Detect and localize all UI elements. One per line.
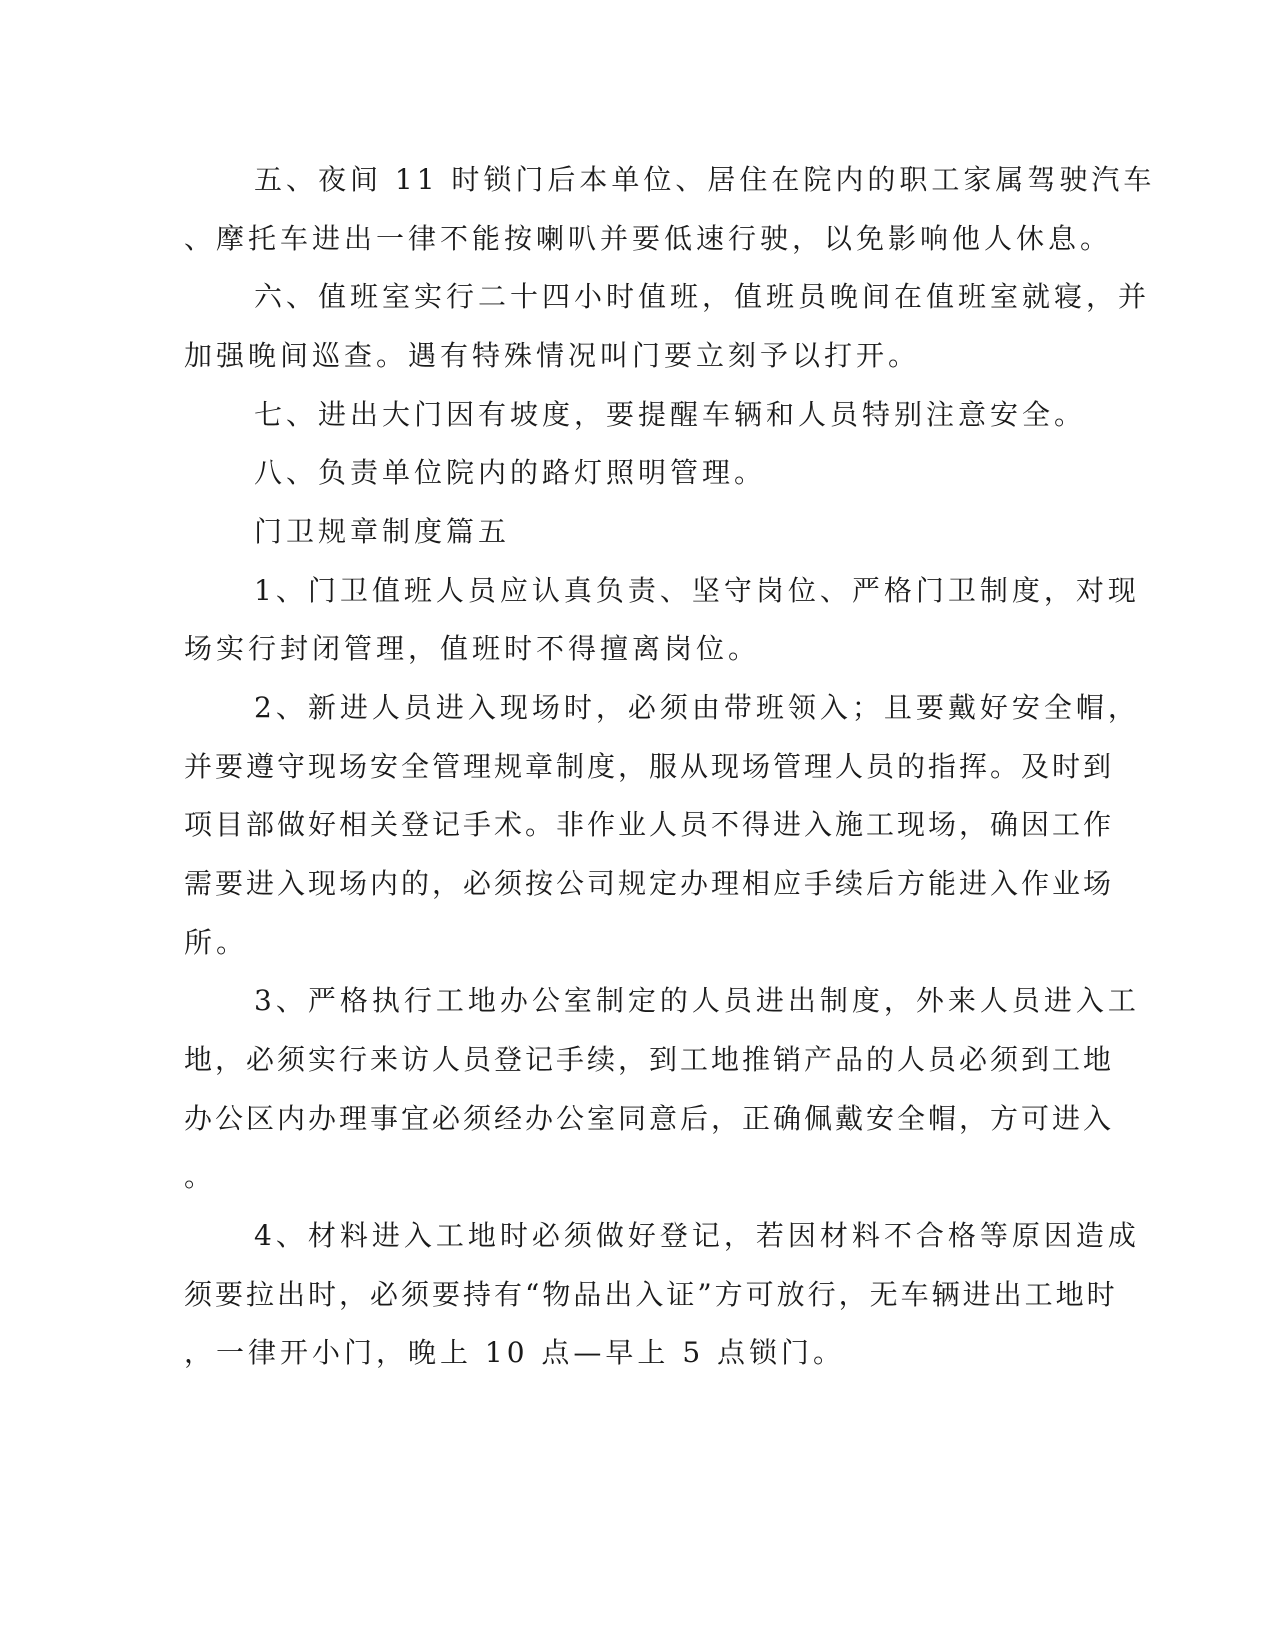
- text-line: 2、新进人员进入现场时，必须由带班领入；且要戴好安全帽，: [254, 691, 1140, 724]
- text-line: ，一律开小门，晚上 10 点—早上 5 点锁门。: [184, 1336, 846, 1369]
- text-line: 五、夜间 11 时锁门后本单位、居住在院内的职工家属驾驶汽车: [254, 163, 1156, 196]
- text-line: 办公区内办理事宜必须经办公室同意后，正确佩戴安全帽，方可进入: [184, 1102, 1115, 1135]
- text-line: 需要进入现场内的，必须按公司规定办理相应手续后方能进入作业场: [184, 867, 1115, 900]
- text-line: 3、严格执行工地办公室制定的人员进出制度，外来人员进入工: [254, 984, 1140, 1017]
- text-line: 地，必须实行来访人员登记手续，到工地推销产品的人员必须到工地: [184, 1043, 1115, 1076]
- text-line: 4、材料进入工地时必须做好登记，若因材料不合格等原因造成: [254, 1219, 1140, 1252]
- text-line: 须要拉出时，必须要持有“物品出入证”方可放行，无车辆进出工地时: [184, 1278, 1118, 1311]
- text-line: 、摩托车进出一律不能按喇叭并要低速行驶，以免影响他人休息。: [184, 222, 1113, 255]
- text-line: 1、门卫值班人员应认真负责、坚守岗位、严格门卫制度，对现: [254, 574, 1140, 607]
- text-line: 场实行封闭管理，值班时不得擅离岗位。: [184, 632, 761, 665]
- text-line: 六、值班室实行二十四小时值班，值班员晚间在值班室就寝，并: [254, 280, 1151, 313]
- text-line: 并要遵守现场安全管理规章制度，服从现场管理人员的指挥。及时到: [184, 750, 1115, 783]
- section-heading: 门卫规章制度篇五: [254, 515, 511, 548]
- text-line: 加强晚间巡查。遇有特殊情况叫门要立刻予以打开。: [184, 339, 921, 372]
- text-line: 七、进出大门因有坡度，要提醒车辆和人员特别注意安全。: [254, 398, 1087, 431]
- text-line: 八、负责单位院内的路灯照明管理。: [254, 456, 767, 489]
- text-line: 所。: [184, 926, 249, 959]
- text-line: 。: [184, 1160, 217, 1193]
- text-line: 项目部做好相关登记手术。非作业人员不得进入施工现场，确因工作: [184, 808, 1115, 841]
